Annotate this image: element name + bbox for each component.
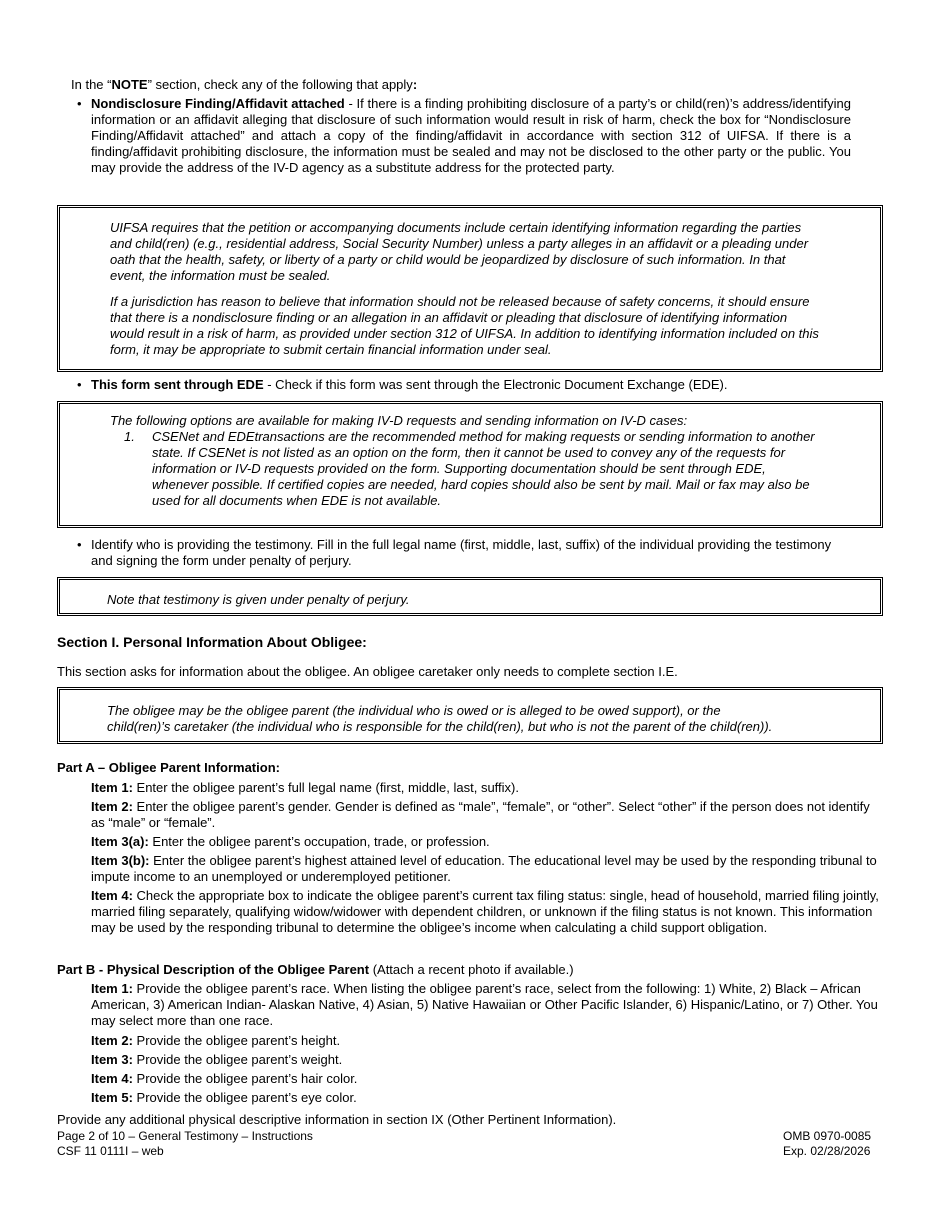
- footer-right: [783, 1129, 871, 1159]
- section-1-title: Section I. Personal Information About Obligee:: [57, 634, 367, 650]
- note-section-intro: [71, 77, 417, 93]
- bullet-ede-text: - Check if this form was sent through the Electronic Document Exchange (EDE).: [263, 377, 728, 392]
- additional-description-note: Provide any additional physical descriptive information in section IX (Other Pertinent Information).: [57, 1112, 617, 1127]
- part-a-item-4-text: Check the appropriate box to indicate the obligee parent’s current tax filing status: single, head of household, married filing jointly, married filing separately, qualifying widow/widower with dependent children, or unknown if the filing status is not known. This information may be used by the responding tribunal to determine the obligee’s income when calculating a child support obligation.: [91, 888, 879, 935]
- part-a-item-3b-text: Enter the obligee parent’s highest attained level of education. The educational level may be used by the responding tribunal to impute income to an unemployed or underemployed petitioner.: [91, 853, 877, 884]
- part-a-item-3b: [91, 853, 881, 885]
- footer-page-number: Page 2 of 10 – General Testimony – Instructions: [57, 1129, 313, 1143]
- bullet-nondisclosure-title: Nondisclosure Finding/Affidavit attached: [91, 96, 345, 111]
- part-b-item-1-label: Item 1:: [91, 981, 133, 996]
- ede-options-item-text: CSENet and EDEtransactions are the recommended method for making requests or sending information to another state. If CSENet is not listed as an option on the form, then it cannot be used to convey any of the requests for information or IV-D requests provided on the form. Supporting documentation should be sent through EDE, whenever possible. If certified copies are needed, hard copies should also be sent by mail. Mail or fax may also be used for all documents when EDE is not available.: [152, 429, 815, 508]
- part-a-item-2-label: Item 2:: [91, 799, 133, 814]
- obligee-definition-line-1: The obligee may be the obligee parent (the individual who is owed or is alleged to be owed support), or the: [107, 703, 721, 718]
- bullet-ede: [91, 377, 851, 393]
- part-b-item-5-label: Item 5:: [91, 1090, 133, 1105]
- part-a-item-1-text: Enter the obligee parent’s full legal name (first, middle, last, suffix).: [132, 780, 520, 795]
- part-a-item-1-label: Item 1:: [91, 780, 133, 795]
- ede-options-number: 1.: [124, 429, 135, 444]
- part-b-item-1-text: Provide the obligee parent’s race. When listing the obligee parent’s race, select from the following: 1) White, 2) Black – African American, 3) American Indian- Alaskan Native, 4) Asian, 5) Native Hawaiian or Other Pacific Islander, 6) Hispanic/Latino, or 7) Other. You may select more than one race.: [91, 981, 878, 1028]
- part-b-item-5: [91, 1090, 881, 1106]
- part-b-item-1: [91, 981, 881, 1029]
- part-a-item-4: [91, 888, 881, 936]
- part-a-item-2-text: Enter the obligee parent’s gender. Gender is defined as “male”, “female”, or “other”. Select “other” if the person does not identify as “male” or “female”.: [91, 799, 870, 830]
- ede-options-item-1: [110, 429, 820, 509]
- bullet-ede-title: This form sent through EDE: [91, 377, 264, 392]
- part-a-item-3b-label: Item 3(b):: [91, 853, 150, 868]
- part-b-item-3-label: Item 3:: [91, 1052, 133, 1067]
- part-b-title: Part B - Physical Description of the Obligee Parent: [57, 962, 370, 977]
- footer-form-id: CSF 11 0111I – web: [57, 1144, 164, 1158]
- ede-options-lead: The following options are available for making IV-D requests and sending information on IV-D cases:: [110, 413, 688, 428]
- part-b-heading: [57, 962, 574, 978]
- uifsa-note-paragraph-1: UIFSA requires that the petition or accompanying documents include certain identifying information regarding the parties and child(ren) (e.g., residential address, Social Security Number) unless a party alleges in an affidavit or a pleading under oath that the health, safety, or liberty of a party or child would be jeopardized by disclosure of such information. In that event, the information must be sealed.: [110, 220, 809, 283]
- uifsa-note-paragraph-2: If a jurisdiction has reason to believe that information should not be released because of safety concerns, it should ensure that there is a nondisclosure finding or an allegation in an affidavit or pleading that disclosure of identifying information would result in a risk of harm, as provided under section 312 of UIFSA. In addition to identifying information included on this form, it may be appropriate to submit certain financial information under seal.: [110, 294, 819, 357]
- part-a-item-3a: [91, 834, 881, 850]
- part-b-item-4: [91, 1071, 881, 1087]
- intro-colon: :: [412, 77, 418, 92]
- part-b-item-3-text: Provide the obligee parent’s weight.: [132, 1052, 343, 1067]
- bullet-testimony-text: Identify who is providing the testimony. Fill in the full legal name (first, middle, last, suffix) of the individual providing the testimony and signing the form under penalty of perjury.: [91, 537, 832, 568]
- part-a-item-3a-text: Enter the obligee parent’s occupation, trade, or profession.: [148, 834, 490, 849]
- intro-text-post: ” section, check any of the following that apply: [147, 77, 413, 92]
- bullet-nondisclosure: [91, 96, 851, 176]
- footer-left: [57, 1129, 313, 1159]
- part-b-item-5-text: Provide the obligee parent’s eye color.: [132, 1090, 357, 1105]
- part-a-item-2: [91, 799, 881, 831]
- obligee-definition-line-2: child(ren)’s caretaker (the individual who is responsible for the child(ren), but who is not the parent of the child(ren)).: [107, 719, 773, 734]
- part-b-item-4-text: Provide the obligee parent’s hair color.: [132, 1071, 358, 1086]
- perjury-note-box: [57, 577, 883, 616]
- part-b-item-2-label: Item 2:: [91, 1033, 133, 1048]
- part-a-item-4-label: Item 4:: [91, 888, 133, 903]
- ede-options-box: [57, 401, 883, 528]
- part-a-item-1: [91, 780, 881, 796]
- part-b-item-4-label: Item 4:: [91, 1071, 133, 1086]
- part-a-heading: Part A – Obligee Parent Information:: [57, 760, 280, 775]
- obligee-definition-box: [57, 687, 883, 744]
- note-keyword: NOTE: [111, 77, 148, 92]
- part-b-item-2: [91, 1033, 881, 1049]
- part-b-item-2-text: Provide the obligee parent’s height.: [132, 1033, 341, 1048]
- intro-text-pre: In the “: [71, 77, 112, 92]
- perjury-note-text: Note that testimony is given under penalty of perjury.: [107, 592, 410, 607]
- uifsa-note-box: [57, 205, 883, 372]
- part-b-photo-note: (Attach a recent photo if available.): [369, 962, 574, 977]
- bullet-nondisclosure-text: - If there is a finding prohibiting disclosure of a party’s or child(ren)’s address/identifying information or an affidavit alleging that disclosure of such information would result in risk of harm, check the box for “Nondisclosure Finding/Affidavit attached” and attach a copy of the finding/affidavit in accordance with section 312 of UIFSA. If there is a finding/affidavit prohibiting disclosure, the information must be sealed and may not be disclosed to the other party or the public. You may provide the address of the IV-D agency as a substitute address for the protected party.: [91, 96, 851, 175]
- footer-omb-number: OMB 0970-0085: [783, 1129, 872, 1143]
- part-b-item-3: [91, 1052, 881, 1068]
- part-a-item-3a-label: Item 3(a):: [91, 834, 149, 849]
- section-1-intro: This section asks for information about the obligee. An obligee caretaker only needs to complete section I.E.: [57, 664, 678, 679]
- footer-expiration: Exp. 02/28/2026: [783, 1144, 871, 1158]
- bullet-testimony: [91, 537, 851, 569]
